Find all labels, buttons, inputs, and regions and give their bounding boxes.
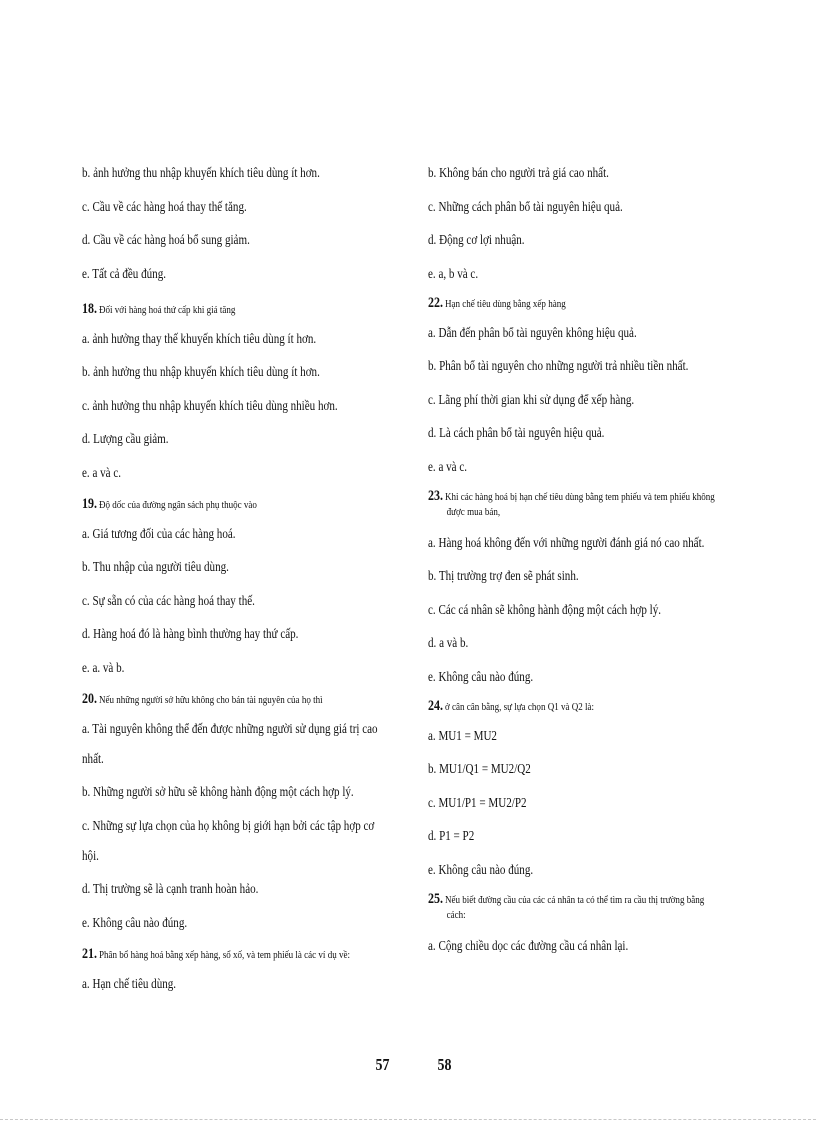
answer-line: e. Không câu nào đúng. [428,668,534,684]
answer-line: b. Thị trường trợ đen sẽ phát sinh. [428,568,579,583]
bottom-divider [0,1119,816,1121]
question-number: 20. [82,690,97,707]
answer-line: d. Lượng cầu giảm. [82,431,169,446]
answer-line: c. Lãng phí thời gian khi sử dụng để xếp hàng. [428,391,635,407]
answer-line: e. Tất cả đều đúng. [82,265,167,281]
answer-line: e. Không câu nào đúng. [82,914,188,930]
answer-line: e. a. và b. [82,659,125,675]
question-number: 24. [428,697,443,714]
answer-line: c. MU1/P1 = MU2/P2 [428,794,527,810]
question-text [445,490,715,520]
answer-line: a. Cộng chiều dọc các đường cầu cá nhân lại. [428,937,629,953]
question-24 [428,698,758,715]
question-text: Phân bổ hàng hoá bằng xếp hàng, sổ xố, và tem phiếu là các ví dụ về: [99,948,350,961]
answer-line: d. Hàng hoá đó là hàng bình thường hay thứ cấp. [82,626,299,641]
question-text-line: Khi các hàng hoá bị hạn chế tiêu dùng bằng tem phiếu và tem phiếu không [445,490,715,503]
question-text-line: cách: [446,908,466,921]
answer-line: a. Giá tương đối của các hàng hoá. [82,525,236,541]
answer-line: c. Những cách phân bổ tài nguyên hiệu quả. [428,198,623,214]
question-text: Hạn chế tiêu dùng bằng xếp hàng [445,297,566,310]
answer-line: b. ảnh hưởng thu nhập khuyến khích tiêu dùng ít hơn. [82,364,320,379]
question-21 [82,946,404,963]
question-number: 18. [82,300,97,317]
answer-line: b. Không bán cho người trả giá cao nhất. [428,165,609,180]
question-number: 19. [82,495,97,512]
answer-line: b. Thu nhập của người tiêu dùng. [82,559,229,574]
answer-line: a. MU1 = MU2 [428,727,497,743]
question-23 [428,488,758,520]
answer-line: e. a và c. [428,458,468,474]
answer-line: c. Sự sẵn có của các hàng hoá thay thế. [82,592,255,608]
question-18 [82,301,404,318]
answer-line: d. Cầu về các hàng hoá bổ sung giảm. [82,232,250,247]
answer-line: d. Động cơ lợi nhuận. [428,232,525,247]
right-column [428,164,758,970]
left-column [82,164,404,1008]
question-number: 21. [82,945,97,962]
answer-line: a. Hàng hoá không đến với những người đánh giá nó cao nhất. [428,534,705,550]
answer-line-continued: hội. [82,847,99,863]
page-number-right: 58 [437,1055,452,1074]
question-number: 25. [428,890,443,907]
answer-line: c. Các cá nhân sẽ không hành động một cách hợp lý. [428,601,662,617]
answer-line: e. a và c. [82,464,122,480]
answer-line: e. a, b và c. [428,265,479,281]
question-text-line: Nếu biết đường cầu của các cá nhân ta có thể tìm ra cầu thị trường bằng [445,893,705,906]
question-22 [428,295,758,312]
question-text-line: được mua bán, [446,505,501,518]
answer-line: e. Không câu nào đúng. [428,861,534,877]
answer-line: b. MU1/Q1 = MU2/Q2 [428,761,531,776]
question-text: Nếu những người sở hữu không cho bán tài nguyên của họ thì [99,693,323,706]
answer-line: d. Là cách phân bổ tài nguyên hiệu quả. [428,425,605,440]
answer-line: d. a và b. [428,635,469,650]
answer-line: d. P1 = P2 [428,828,475,843]
question-number: 23. [428,487,443,504]
answer-line: a. Hạn chế tiêu dùng. [82,975,177,991]
answer-line: a. Tài nguyên không thể đến được những người sử dụng giá trị cao [82,720,378,736]
answer-line-continued: nhất. [82,750,104,766]
answer-line: b. Những người sở hữu sẽ không hành động một cách hợp lý. [82,784,354,799]
answer-line: a. Dẫn đến phân bổ tài nguyên không hiệu quả. [428,324,637,340]
question-number: 22. [428,294,443,311]
answer-line: c. Cầu về các hàng hoá thay thế tăng. [82,198,247,214]
question-text: Độ dốc của đường ngân sách phụ thuộc vào [99,498,257,511]
answer-line: d. Thị trường sẽ là cạnh tranh hoàn hảo. [82,881,259,896]
question-20 [82,691,404,708]
question-text [445,893,704,923]
answer-line: b. ảnh hưởng thu nhập khuyến khích tiêu dùng ít hơn. [82,165,320,180]
page-number-left: 57 [375,1055,390,1074]
answer-line: c. ảnh hưởng thu nhập khuyến khích tiêu dùng nhiều hơn. [82,397,338,413]
question-text: Đối với hàng hoá thứ cấp khi giá tăng [99,303,236,316]
question-19 [82,496,404,513]
answer-line: a. ảnh hưởng thay thế khuyến khích tiêu dùng ít hơn. [82,330,317,346]
answer-line: b. Phân bổ tài nguyên cho những người trả nhiều tiền nhất. [428,358,689,373]
question-25 [428,891,758,923]
question-text: ở cân cân bằng, sự lựa chọn Q1 và Q2 là: [445,700,595,713]
answer-line: c. Những sự lựa chọn của họ không bị giới hạn bởi các tập hợp cơ [82,817,375,833]
